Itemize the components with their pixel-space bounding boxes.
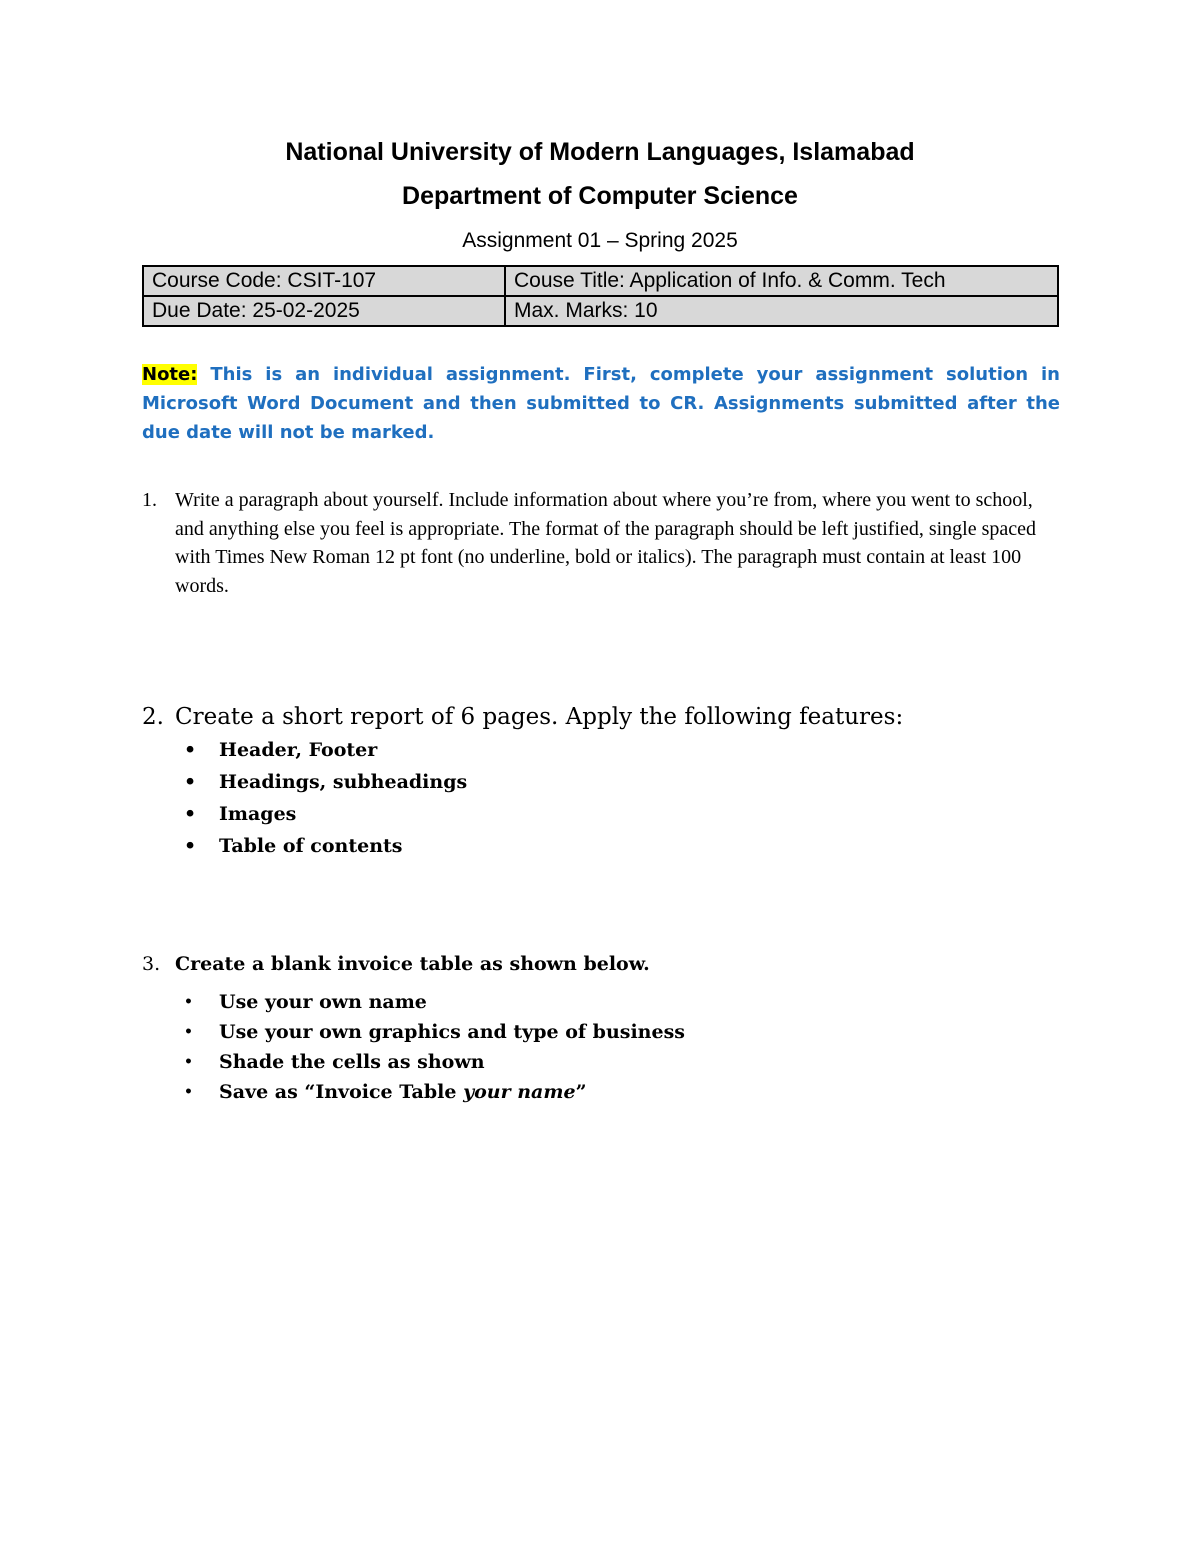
max-marks-cell: Max. Marks: 10 — [505, 296, 1058, 326]
question-3-bullet-list — [142, 988, 1060, 1108]
note-paragraph — [142, 360, 1060, 447]
bullet-icon: • — [184, 739, 197, 761]
question-3 — [142, 949, 1060, 979]
department-title: Department of Computer Science — [402, 182, 798, 210]
bullet-icon: • — [184, 803, 197, 825]
list-item-text: Table of contents — [219, 835, 403, 857]
bullet-icon: • — [184, 1054, 193, 1070]
due-date-cell: Due Date: 25-02-2025 — [143, 296, 505, 326]
list-item — [142, 1078, 1060, 1108]
list-item-text: Images — [219, 803, 297, 825]
question-2-number: 2. — [142, 704, 164, 730]
question-1-number: 1. — [142, 489, 157, 511]
bullet-icon: • — [184, 1084, 193, 1100]
note-text: This is an individual assignment. First, complete your assignment solution in Microsoft Word Document and then submitted to CR. Assignments submitted after the due date will not be marked. — [142, 364, 1060, 443]
list-item — [142, 1048, 1060, 1078]
bullet-icon: • — [184, 835, 197, 857]
list-item — [142, 832, 1060, 864]
question-2 — [142, 701, 1060, 733]
save-as-italic: your name — [463, 1081, 576, 1103]
list-item — [142, 988, 1060, 1018]
question-3-number: 3. — [142, 953, 161, 975]
question-2-bullet-list — [142, 736, 1060, 864]
list-item-text: Shade the cells as shown — [219, 1051, 485, 1073]
list-item-text: Header, Footer — [219, 739, 378, 761]
question-1-text: Write a paragraph about yourself. Include information about where you’re from, where you went to school, and anything else you feel is appropriate. The format of the paragraph should be left justified, single spaced with Times New Roman 12 pt font (no underline, bold or italics). The paragraph must contain at least 100 words. — [175, 489, 1037, 597]
table-row — [143, 266, 1058, 296]
list-item-text: Headings, subheadings — [219, 771, 468, 793]
list-item — [142, 800, 1060, 832]
list-item — [142, 736, 1060, 768]
question-3-text: Create a blank invoice table as shown below. — [175, 953, 650, 975]
table-row — [143, 296, 1058, 326]
list-item-text: Use your own name — [219, 991, 427, 1013]
university-title: National University of Modern Languages, Islamabad — [285, 138, 915, 166]
list-item — [142, 768, 1060, 800]
save-as-prefix: Save as “Invoice Table — [219, 1081, 464, 1103]
assignment-subtitle: Assignment 01 – Spring 2025 — [462, 229, 738, 252]
course-title-cell: Couse Title: Application of Info. & Comm. Tech — [505, 266, 1058, 296]
question-1 — [142, 486, 1060, 600]
list-item-text: Use your own graphics and type of business — [219, 1021, 685, 1043]
course-code-cell: Course Code: CSIT-107 — [143, 266, 505, 296]
list-item — [142, 1018, 1060, 1048]
save-as-suffix: ” — [575, 1081, 587, 1103]
course-info-table — [142, 265, 1059, 327]
note-label: Note: — [142, 364, 198, 385]
bullet-icon: • — [184, 994, 193, 1010]
bullet-icon: • — [184, 1024, 193, 1040]
bullet-icon: • — [184, 771, 197, 793]
question-2-text: Create a short report of 6 pages. Apply the following features: — [175, 704, 904, 730]
